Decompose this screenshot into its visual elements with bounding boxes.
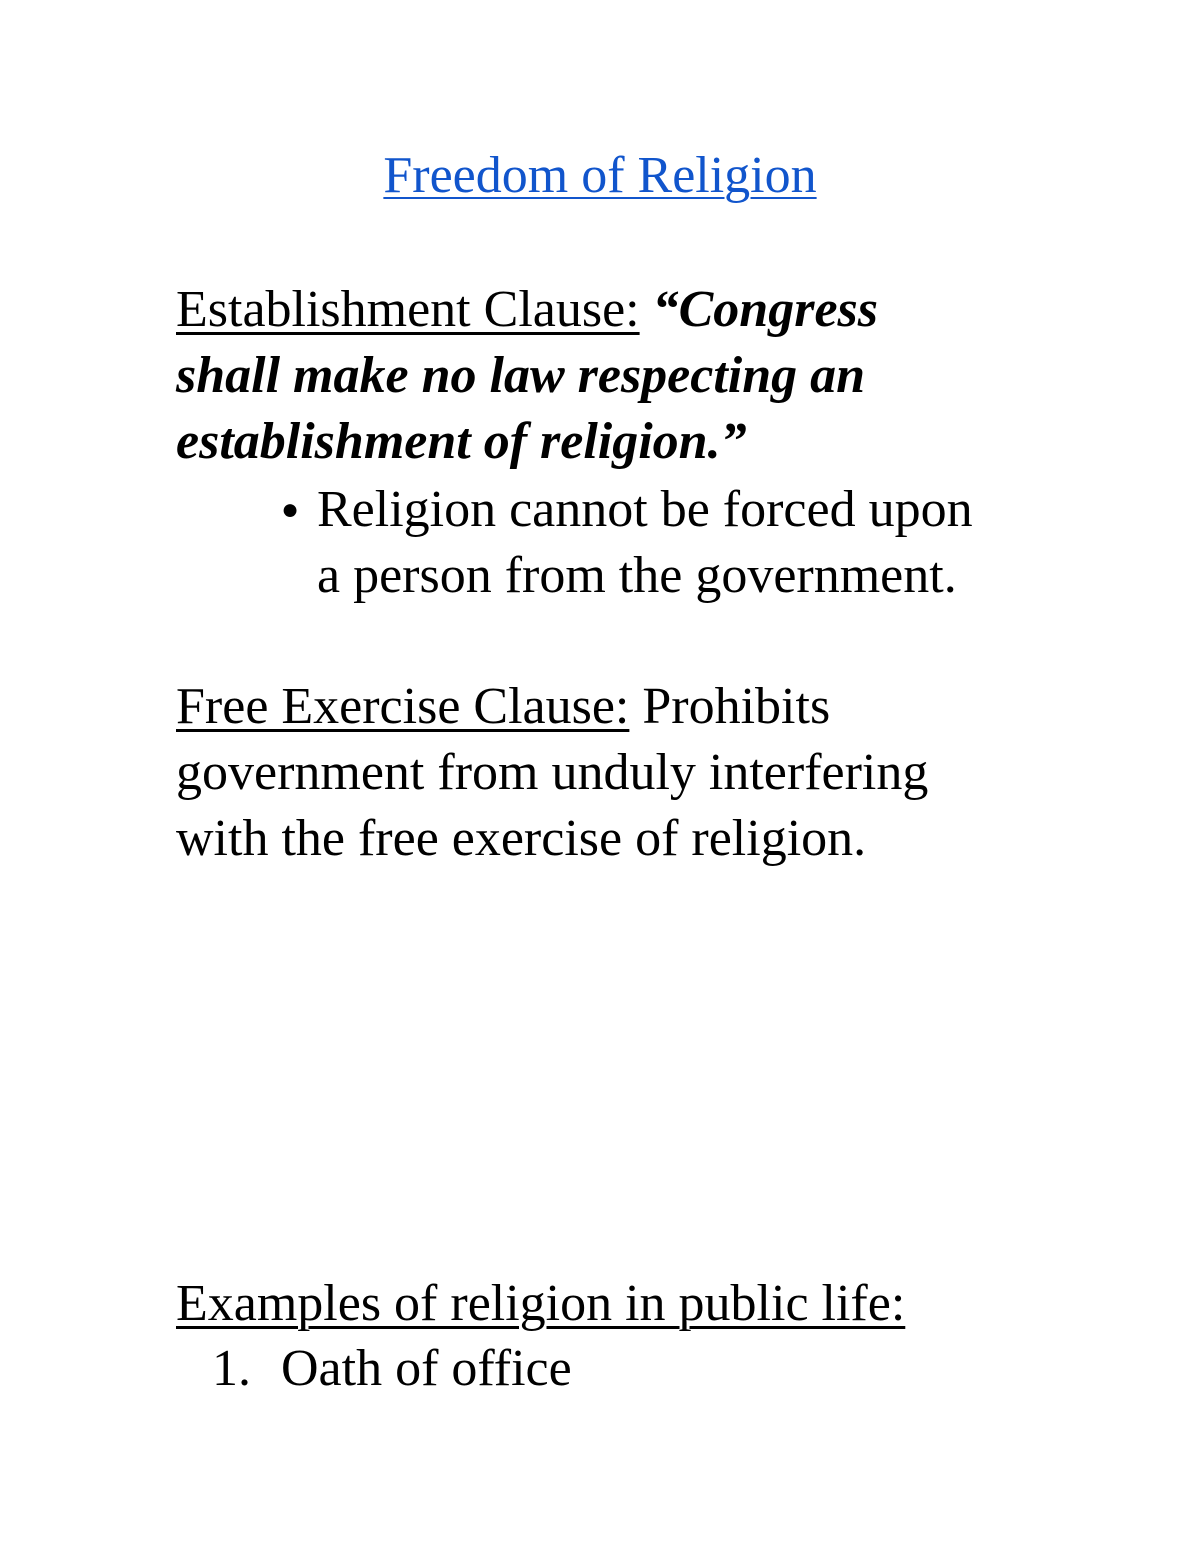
free-exercise-line-1	[176, 677, 830, 737]
free-exercise-text-start: Prohibits	[642, 678, 831, 735]
free-exercise-heading: Free Exercise Clause:	[176, 678, 630, 735]
free-exercise-line-2: government from unduly interfering	[176, 744, 929, 801]
establishment-heading: Establishment Clause:	[176, 281, 640, 338]
establishment-quote-start: “Congress	[652, 281, 879, 338]
free-exercise-line-3: with the free exercise of religion.	[176, 810, 867, 867]
examples-heading: Examples of religion in public life:	[176, 1275, 906, 1332]
establishment-line-1	[176, 280, 878, 340]
list-item: Oath of office	[281, 1340, 572, 1397]
establishment-quote-line-3: establishment of religion.”	[176, 413, 747, 470]
list-item-number: 1.	[212, 1340, 251, 1397]
examples-heading-line	[176, 1274, 905, 1334]
establishment-bullet-line-1: Religion cannot be forced upon	[317, 481, 973, 538]
page-title-text: Freedom of Religion	[383, 147, 817, 204]
establishment-quote-line-2: shall make no law respecting an	[176, 347, 866, 404]
establishment-bullet-line-2: a person from the government.	[317, 547, 957, 604]
bullet-marker-icon: ●	[281, 493, 300, 526]
page-title	[0, 146, 1200, 206]
